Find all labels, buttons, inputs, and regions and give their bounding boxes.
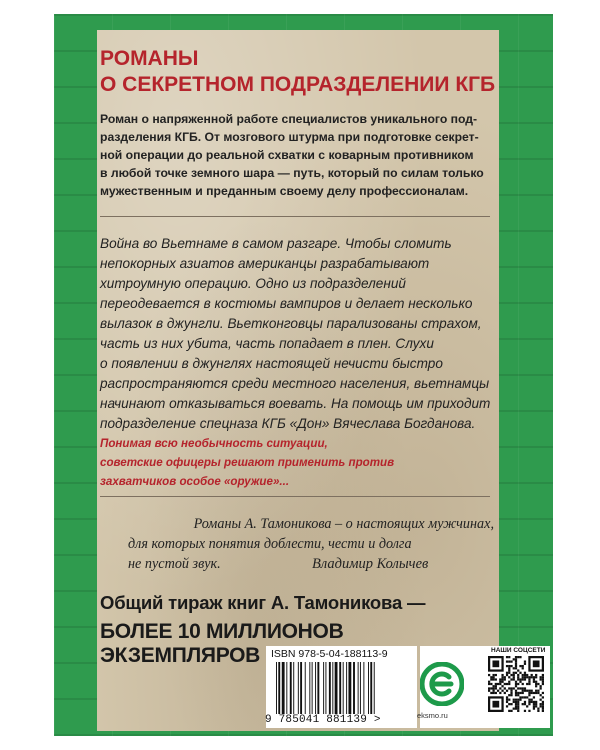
qr-code-icon: [488, 656, 544, 712]
synopsis-line: вылазок в джунгли. Вьетконговцы парализованы страхом,: [100, 316, 482, 331]
series-title: [100, 46, 495, 98]
circulation-line: ЭКЗЕМПЛЯРОВ: [100, 644, 261, 667]
hook-line: Понимая всю необычность ситуации,: [100, 437, 328, 450]
divider: [100, 216, 490, 217]
quote-line: не пустой звук.: [128, 556, 221, 572]
barcode-icon: [276, 662, 412, 714]
synopsis-line: часть из них убита, часть попадает в плен. Слухи: [100, 336, 434, 351]
synopsis-line: начинают отказываться воевать. На помощь им приходит: [100, 396, 491, 411]
intro-line: Роман о напряженной работе специалистов уникального под-: [100, 112, 478, 126]
circulation-text: Общий тираж книг А. Тамоникова —: [100, 592, 426, 613]
series-title-line: О СЕКРЕТНОМ ПОДРАЗДЕЛЕНИИ КГБ: [100, 73, 496, 96]
synopsis-line: о появлении в джунглях настоящей нечисти быстро: [100, 356, 443, 371]
review-quote: [100, 514, 494, 574]
series-title-line: РОМАНЫ: [100, 47, 199, 70]
intro-line: ной операции до реальной схватки с коварным противником: [100, 148, 474, 162]
synopsis-line: Война во Вьетнаме в самом разгаре. Чтобы сломить: [100, 236, 452, 251]
synopsis: [100, 234, 490, 434]
synopsis-line: непокорных азиатов американцы разрабатывают: [100, 256, 430, 271]
synopsis-line: подразделение спецназа КГБ «Дон» Вячеслава Богданова.: [100, 416, 476, 431]
ean-digits: 9 785041 881139 >: [265, 714, 381, 726]
isbn-label: ISBN 978-5-04-188113-9: [271, 648, 388, 660]
intro-line: мужественным и преданным своему делу профессионалам.: [100, 184, 469, 198]
quote-line: для которых понятия доблести, чести и долга: [128, 536, 412, 552]
intro-line: в любой точке земного шара — путь, который по силам только: [100, 166, 484, 180]
synopsis-line: переодевается в костюмы вампиров и делает несколько: [100, 296, 473, 311]
eksmo-logo-icon: [420, 662, 464, 706]
intro-line: разделения КГБ. От мозгового штурма при подготовке секрет-: [100, 130, 479, 144]
synopsis-line: распространяются среди местного населения, вьетнамцы: [100, 376, 490, 391]
divider: [100, 496, 490, 497]
hook-line: захватчиков особое «оружие»...: [100, 475, 290, 488]
social-label: НАШИ СОЦСЕТИ: [491, 647, 546, 654]
synopsis-line: хитроумную операцию. Одно из подразделений: [100, 276, 406, 291]
quote-line: Романы А. Тамоникова – о настоящих мужчинах,: [193, 516, 494, 532]
hook-line: советские офицеры решают применить против: [100, 456, 395, 469]
circulation-line: БОЛЕЕ 10 МИЛЛИОНОВ: [100, 620, 344, 643]
hook-text: [100, 434, 484, 491]
publisher-url: eksmo.ru: [417, 711, 448, 720]
series-intro: [100, 110, 484, 200]
quote-author: Владимир Колычев: [312, 556, 429, 572]
